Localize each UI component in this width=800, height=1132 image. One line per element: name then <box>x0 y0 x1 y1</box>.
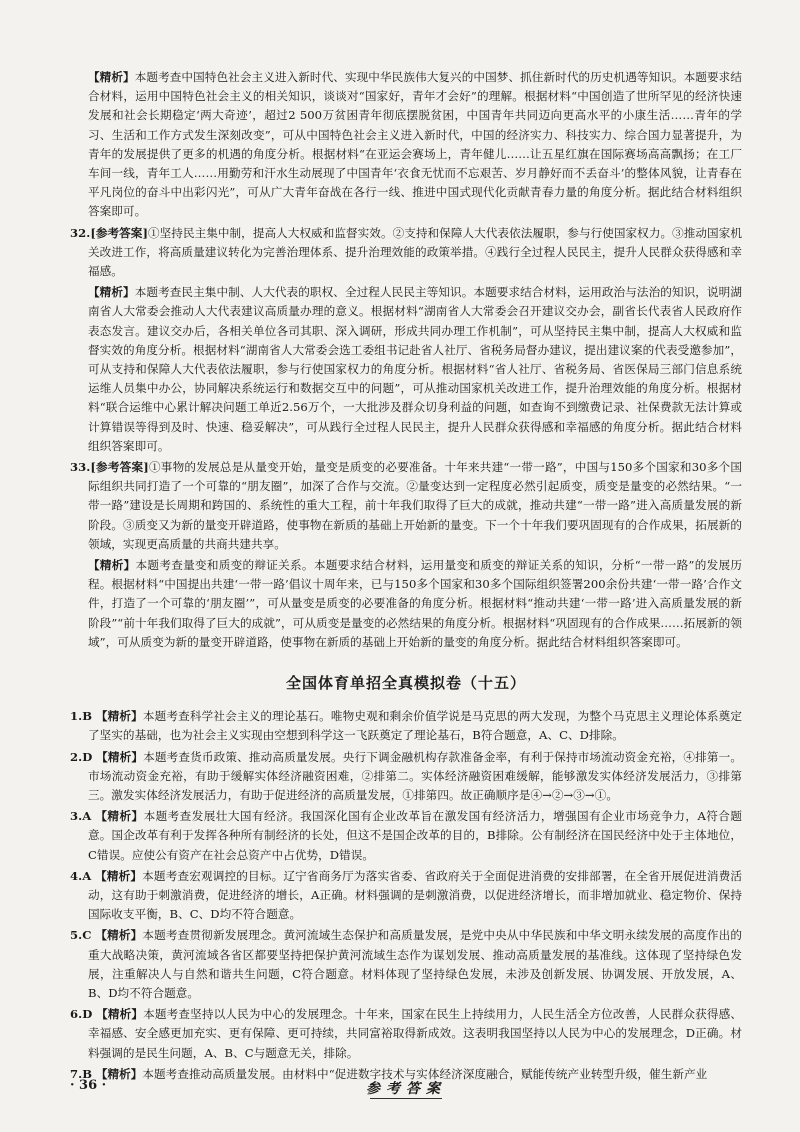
q32-answer <box>70 224 742 282</box>
analysis-text: 本题考查量变和质变的辩证关系。本题要求结合材料，运用量变和质变的辩证关系的知识，分析“一带一路”的发展历程。根据材料“中国提出共建‘一带一路’倡议十周年来，已与150多个国家和30多个国际组织签署200余份共建‘一带一路’合作文件，打造了一个可靠的‘朋友圈’”，可从量变是质变的必要准备的角度分析。根据材料“推动共建‘一带一路’进入高质量发展的新阶段”“前十年我们取得了巨大的成就”，可从质变是量变的必然结果的角度分析。根据材料“巩固现有的合作成果……拓展新的领域”，可从质变为新的量变开辟道路，使事物在新质的基础上开始新的量变的角度分析。据此结合材料组织答案即可。 <box>88 558 742 649</box>
analysis-tag: 【精析】 <box>88 70 135 84</box>
analysis-text: 本题考查中国特色社会主义进入新时代、实现中华民族伟大复兴的中国梦、抓住新时代的历史机遇等知识。本题要求结合材料，运用中国特色社会主义的相关知识，谈谈对“国家好，青年才会好”的理解。根据材料“中国创造了世所罕见的经济快速发展和社会长期稳定‘两大奇迹’，超过2 500万贫困青年彻底摆脱贫困，中国青年共同迈向更高水平的小康生活……青年的学习、生活和工作方式发生深刻改变”，可从中国特色社会主义进入新时代，中国的经济实力、科技实力、综合国力显著提升，为青年的发展提供了更多的机遇的角度分析。根据材料“在亚运会赛场上，青年健儿……让五星红旗在国际赛场高高飘扬；在工厂车间一线，青年工人……用勤劳和汗水生动展现了中国青年‘衣食无忧而不忘艰苦、岁月静好而不丢奋斗’的整体风貌，让青春在平凡岗位的奋斗中出彩闪光”，可从广大青年奋战在各行一线、推进中国式现代化贡献青春力量的角度分析。据此结合材料组织答案即可。 <box>88 70 742 219</box>
footer-label: 参考答案 <box>366 1081 446 1097</box>
list-item: 2.D 【精析】本题考查货币政策、推动高质量发展。央行下调金融机构存款准备金率，有利于保持市场流动资金充裕，④排第一。市场流动资金充裕，有助于缓解实体经济融资困难，②排第二。实体经济融资困难缓解，能够激发实体经济发展活力，③排第三。激发实体经济发展活力，有助于促进经济的高质量发展，①排第四。故正确顺序是④→②→③→①。 <box>70 749 742 802</box>
list-item: 3.A 【精析】本题考查发展壮大国有经济。我国深化国有企业改革旨在激发国有经济活力，增强国有企业市场竞争力，A符合题意。国企改革有利于发挥各种所有制经济的长处，但这不是国企改革的目的，B排除。公有制经济在国民经济中处于主体地位，C错误。应使公有资产在社会总资产中占优势，D错误。 <box>70 809 742 862</box>
q31-analysis <box>70 68 742 222</box>
page-number: · 36 · <box>70 1078 107 1093</box>
analysis-tag: 【精析】 <box>88 285 135 300</box>
q33-answer <box>70 458 742 554</box>
footer-divider <box>370 1098 442 1099</box>
q33-analysis <box>70 556 742 652</box>
list-item: 5.C 【精析】本题考查贯彻新发展理念。黄河流域生态保护和高质量发展，是党中央从中华民族和中华文明永续发展的高度作出的重大战略决策，黄河流域各省区都要坚持把保护黄河流域生态作为谋划发展、推动高质量发展的基准线。这体现了坚持绿色发展，注重解决人与自然和谐共生问题，C符合题意。材料体现了坚持绿色发展，未涉及创新发展、协调发展、开放发展，A、B、D均不符合题意。 <box>70 928 742 1000</box>
analysis-text: 本题考查民主集中制、人大代表的职权、全过程人民民主等知识。本题要求结合材料，运用政治与法治的知识，说明湖南省人大常委会推动人大代表建议高质量办理的意义。根据材料“湖南省人大常委会召开建议交办会，副省长代表省人民政府作表态发言。建议交办后，各相关单位各司其职、深入调研，形成共同办理工作机制”，可从坚持民主集中制，提高人大权威和监督实效的角度分析。根据材料“湖南省人大常委会选工委组书记赴省人社厅、省税务局督办建议，提出建议案的代表受邀参加”，可从支持和保障人大代表依法履职，参与行使国家权力的角度分析。根据材料“省人社厅、省税务局、省医保局三部门信息系统运维人员集中办公，协同解决系统运行和数据交互中的问题”，可从推动国家机关改进工作，提升治理效能的角度分析。根据材料“联合运维中心累计解决问题工单近2.56万个，一大批涉及群众切身利益的问题，如查询不到缴费记录、社保费款无法计算或计算错误等得到及时、快速、稳妥解决”，可从践行全过程人民民主，提升人民群众获得感和幸福感的角度分析。据此结合材料组织答案即可。 <box>88 285 742 453</box>
list-item: 6.D 【精析】本题考查坚持以人民为中心的发展理念。十年来，国家在民生上持续用力，人民生活全方位改善，人民群众获得感、幸福感、安全感更加充实、更有保障、更可持续，共同富裕取得新成效。这表明我国坚持以人民为中心的发展理念，D正确。材料强调的是民生问题，A、B、C与题意无关，排除。 <box>70 1007 742 1060</box>
list-item: 1.B 【精析】本题考查科学社会主义的理论基石。唯物史观和剩余价值学说是马克思的两大发现，为整个马克思主义理论体系奠定了坚实的基础，也为社会主义实现由空想到科学这一飞跃奠定了理论基石，B符合题意，A、C、D排除。 <box>70 709 742 743</box>
question-number: 33. <box>70 460 91 475</box>
question-number: 32. <box>70 225 91 240</box>
answer-tag: [参考答案] <box>90 460 149 475</box>
answer-text: ①坚持民主集中制，提高人大权威和监督实效。②支持和保障人大代表依法履职，参与行使国家权力。③推动国家机关改进工作，将高质量建议转化为完善治理体系、提升治理效能的政策举措。④践行全过程人民民主，提升人民群众获得感和幸福感。 <box>88 225 742 279</box>
answer-text: ①事物的发展总是从量变开始，量变是质变的必要准备。十年来共建“一带一路”，中国与150多个国家和30多个国际组织共同打造了一个可靠的“朋友圈”，加深了合作与交流。②量变达到一定程度必然引起质变，质变是量变的必然结果。“一带一路”建设是长周期和跨国的、系统性的重大工程，前十年我们取得了巨大的成就，推动共建“一带一路”进入高质量发展的新阶段。③质变又为新的量变开辟道路，使事物在新质的基础上开始新的量变。下一个十年我们要巩固现有的合作成果，拓展新的领域，实现更高质量的共商共建共享。 <box>88 460 742 551</box>
q32-analysis <box>70 283 742 456</box>
list-item: 4.A 【精析】本题考查宏观调控的目标。辽宁省商务厅为落实省委、省政府关于全面促进消费的安排部署，在全省开展促进消费活动，这有助于刺激消费，促进经济的增长，A正确。材料强调的是刺激消费，以促进经济增长，而非增加就业、稳定物价、保持国际收支平衡，B、C、D均不符合题意。 <box>70 868 742 922</box>
section-title: 全国体育单招全真模拟卷（十五） <box>285 674 526 693</box>
list-item: 7.B 【精析】本题考查推动高质量发展。由材料中“促进数字技术与实体经济深度融合，赋能传统产业转型升级，催生新产业 <box>70 1066 708 1081</box>
page-footer <box>70 1078 742 1108</box>
answer-tag: [参考答案] <box>90 225 148 240</box>
analysis-tag: 【精析】 <box>88 558 136 573</box>
